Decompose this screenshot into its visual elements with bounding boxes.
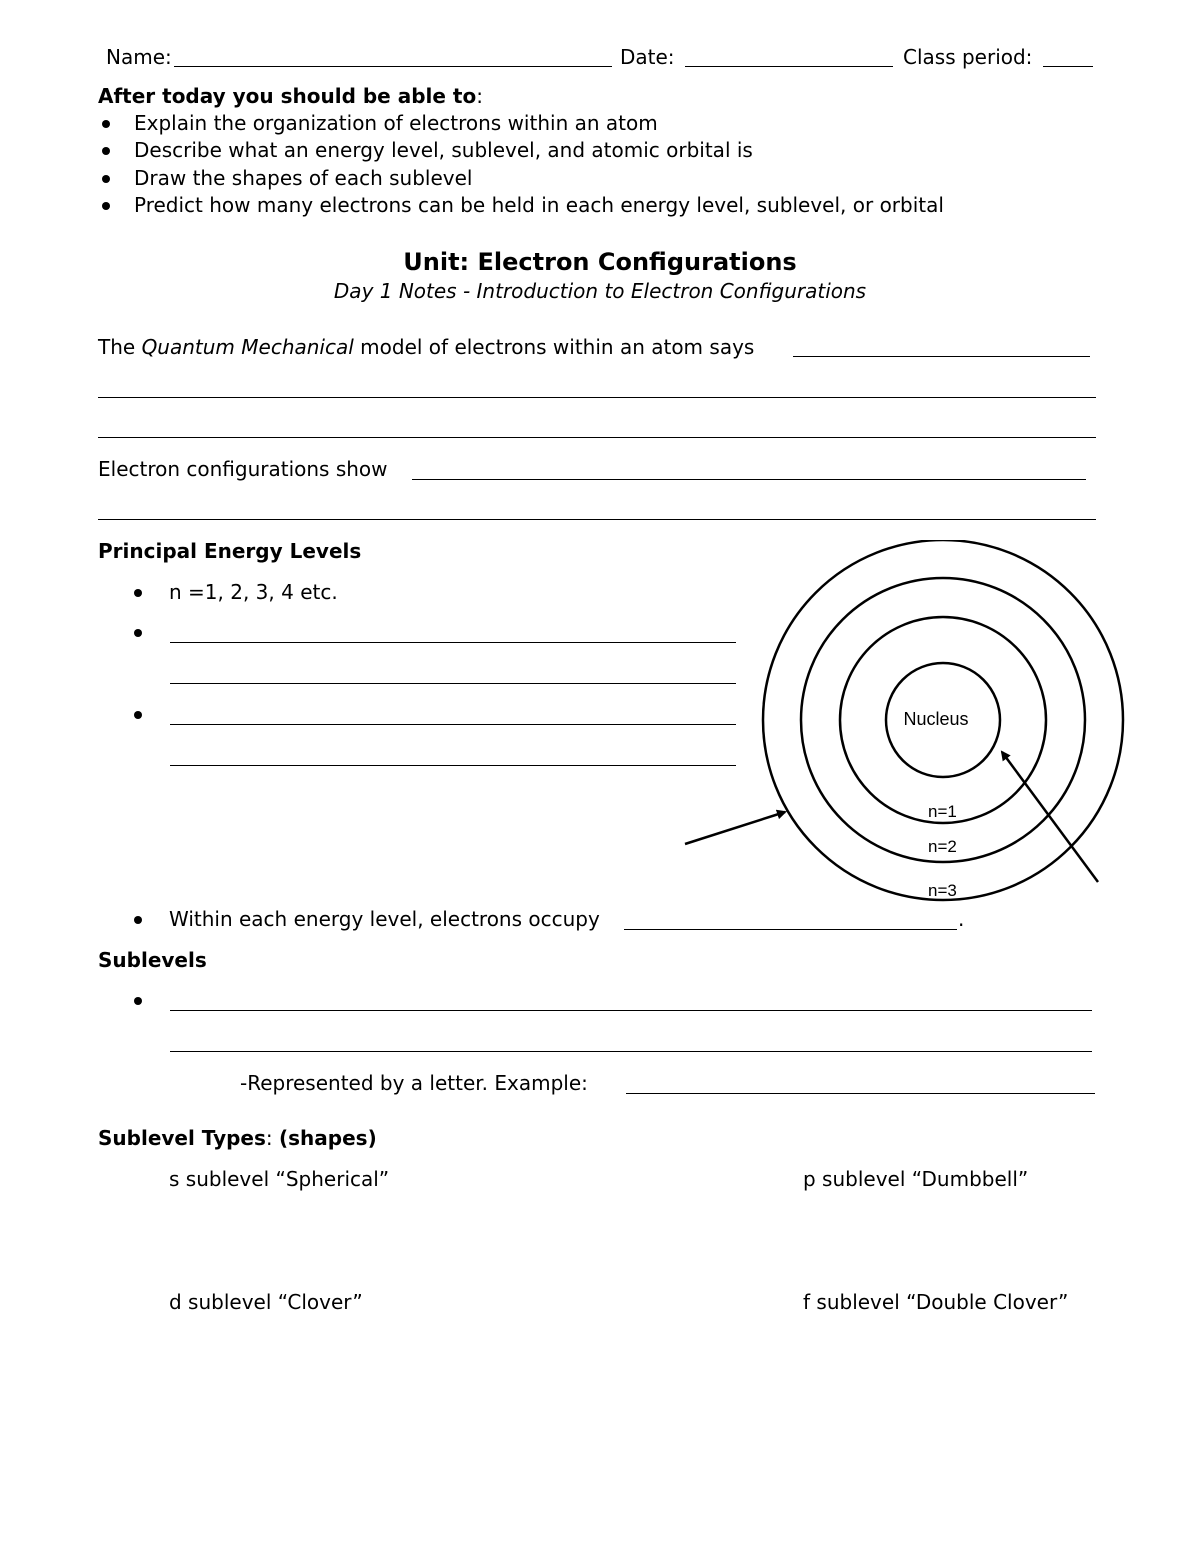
qm-answer-blank[interactable] bbox=[793, 356, 1090, 357]
class-period-label: Class period: bbox=[903, 45, 1033, 69]
nucleus-label: Nucleus bbox=[903, 709, 969, 729]
qm-prompt-before: The bbox=[98, 335, 136, 359]
objective-item: Explain the organization of electrons within an atom bbox=[134, 111, 658, 135]
within-prefix: Within each energy level, electrons occupy bbox=[169, 907, 600, 931]
p-sublevel-label: p sublevel “Dumbbell” bbox=[803, 1167, 1029, 1191]
principal-answer-line[interactable] bbox=[170, 724, 736, 725]
sublevel-types-heading-rest: (shapes) bbox=[279, 1126, 377, 1150]
sublevel-bullet-icon bbox=[134, 997, 142, 1005]
objective-bullet-icon bbox=[102, 147, 110, 155]
ec-answer-blank[interactable] bbox=[412, 479, 1086, 480]
objectives-heading bbox=[98, 86, 483, 106]
principal-answer-line[interactable] bbox=[170, 765, 736, 766]
objective-item: Describe what an energy level, sublevel, and atomic orbital is bbox=[134, 138, 753, 162]
objective-item: Draw the shapes of each sublevel bbox=[134, 166, 473, 190]
level-label-n3: n=3 bbox=[928, 881, 957, 900]
qm-answer-line[interactable] bbox=[98, 397, 1096, 398]
unit-title: Unit: Electron Configurations bbox=[403, 248, 797, 276]
sublevel-types-heading-bold: Sublevel Types bbox=[98, 1126, 266, 1150]
date-blank[interactable] bbox=[685, 66, 893, 67]
objective-bullet-icon bbox=[102, 175, 110, 183]
class-period-blank[interactable] bbox=[1043, 66, 1093, 67]
s-sublevel-label: s sublevel “Spherical” bbox=[169, 1167, 390, 1191]
within-answer-blank[interactable] bbox=[624, 929, 957, 930]
sublevel-answer-line[interactable] bbox=[170, 1051, 1092, 1052]
qm-prompt bbox=[98, 337, 754, 357]
ec-answer-line[interactable] bbox=[98, 519, 1096, 520]
sublevel-types-heading-colon: : bbox=[265, 1126, 273, 1150]
name-blank[interactable] bbox=[174, 66, 612, 67]
objective-bullet-icon bbox=[102, 120, 110, 128]
date-label: Date: bbox=[620, 45, 675, 69]
example-answer-blank[interactable] bbox=[626, 1093, 1095, 1094]
sublevel-types-heading bbox=[98, 1128, 377, 1148]
atom-diagram bbox=[680, 540, 1130, 910]
f-sublevel-label: f sublevel “Double Clover” bbox=[803, 1290, 1069, 1314]
ec-prompt: Electron configurations show bbox=[98, 457, 388, 481]
qm-prompt-after: model of electrons within an atom says bbox=[360, 335, 755, 359]
qm-prompt-italic: Quantum Mechanical bbox=[141, 335, 354, 359]
name-label: Name: bbox=[106, 45, 172, 69]
sublevels-heading: Sublevels bbox=[98, 948, 207, 972]
objective-bullet-icon bbox=[102, 202, 110, 210]
objective-item: Predict how many electrons can be held in each energy level, sublevel, or orbital bbox=[134, 193, 944, 217]
day-subtitle: Day 1 Notes - Introduction to Electron Configurations bbox=[333, 279, 867, 303]
within-suffix: . bbox=[958, 907, 965, 931]
principal-bullet-icon bbox=[134, 589, 142, 597]
sublevel-answer-line[interactable] bbox=[170, 1010, 1092, 1011]
arrow-right-icon bbox=[1002, 752, 1098, 882]
objectives-heading-colon: : bbox=[476, 84, 483, 108]
arrow-left-icon bbox=[685, 812, 785, 844]
qm-answer-line[interactable] bbox=[98, 437, 1096, 438]
principal-first-bullet: n =1, 2, 3, 4 etc. bbox=[169, 580, 338, 604]
principal-heading: Principal Energy Levels bbox=[98, 539, 362, 563]
d-sublevel-label: d sublevel “Clover” bbox=[169, 1290, 363, 1314]
level-label-n1: n=1 bbox=[928, 802, 957, 821]
principal-bullet-icon bbox=[134, 711, 142, 719]
principal-bullet-icon bbox=[134, 916, 142, 924]
objectives-heading-text: After today you should be able to bbox=[98, 84, 477, 108]
principal-answer-line[interactable] bbox=[170, 642, 736, 643]
level-label-n2: n=2 bbox=[928, 837, 957, 856]
principal-answer-line[interactable] bbox=[170, 683, 736, 684]
principal-bullet-icon bbox=[134, 629, 142, 637]
represented-text: -Represented by a letter. Example: bbox=[240, 1071, 588, 1095]
